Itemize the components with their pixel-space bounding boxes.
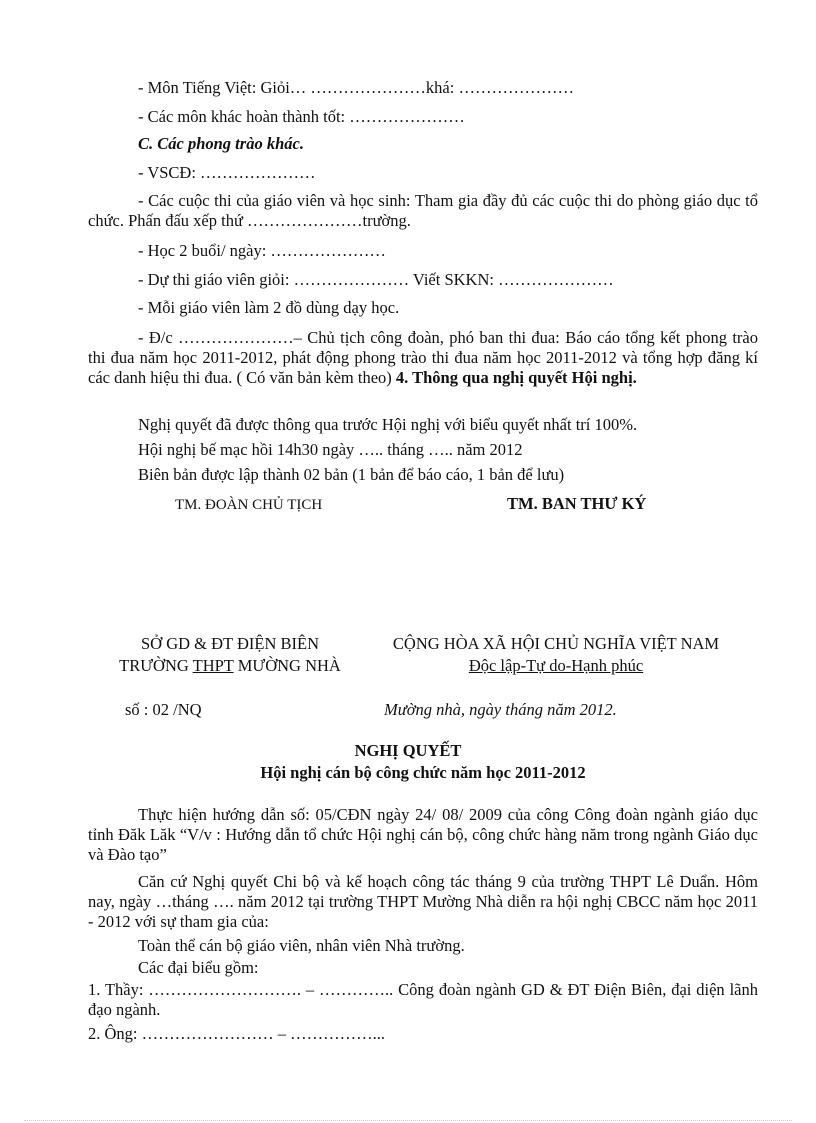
para-can-cu: Căn cứ Nghị quyết Chi bộ và kế hoạch công tác tháng 9 của trường THPT Lê Duẩn. Hôm nay, ngày …tháng …. năm 2012 tại trường THPT Mường Nhà diễn ra hội nghị CBCC năm học 2011 - 2012 với sự tham gia của: (88, 872, 758, 931)
heading-c-phong-trao: C. Các phong trào khác. (138, 134, 304, 153)
page-bottom-divider (24, 1120, 792, 1121)
line-do-dung: - Mỗi giáo viên làm 2 đồ dùng dạy học. (138, 298, 400, 317)
line-du-thi: - Dự thi giáo viên giỏi: ………………… Viết SKKN: ………………… (138, 270, 614, 289)
line-bien-ban: Biên bản được lập thành 02 bản (1 bản để báo cáo, 1 bản để lưu) (138, 465, 565, 484)
sign-left-doan-chu-tich: TM. ĐOÀN CHỦ TỊCH (175, 497, 323, 513)
list-item-2: 2. Ông: …………………… – ……………... (88, 1024, 385, 1043)
nation-line-2 (362, 656, 750, 676)
org-line-2-suffix: MƯỜNG NHÀ (233, 656, 341, 675)
motto: Độc lập-Tự do-Hạnh phúc (468, 656, 644, 675)
place-date: Mường nhà, ngày tháng năm 2012. (384, 700, 617, 719)
heading-4-thong-qua: 4. Thông qua nghị quyết Hội nghị. (395, 368, 637, 387)
para-cuoc-thi: - Các cuộc thi của giáo viên và học sinh: Tham gia đầy đủ các cuộc thi do phòng giáo dục tổ chức. Phấn đấu xếp thứ …………………trường. (88, 191, 758, 230)
org-line-2-prefix: TRƯỜNG (119, 656, 193, 675)
line-dai-bieu: Các đại biểu gồm: (138, 958, 259, 977)
line-be-mac: Hội nghị bế mạc hồi 14h30 ngày ….. tháng ….. năm 2012 (138, 440, 523, 459)
line-nghi-quyet-thong-qua: Nghị quyết đã được thông qua trước Hội nghị với biểu quyết nhất trí 100%. (138, 415, 638, 434)
line-tieng-viet: - Môn Tiếng Việt: Giỏi… …………………khá: ………………… (138, 78, 574, 97)
doc-subtitle: Hội nghị cán bộ công chức năm học 2011-2012 (260, 763, 586, 782)
line-toan-the: Toàn thể cán bộ giáo viên, nhân viên Nhà trường. (138, 936, 465, 955)
doc-title: NGHỊ QUYẾT (354, 741, 462, 760)
para-thuc-hien: Thực hiện hướng dẫn số: 05/CĐN ngày 24/ 08/ 2009 của công Công đoàn ngành giáo dục tỉnh Đăk Lăk “V/v : Hướng dẫn tổ chức Hội nghị cán bộ, công chức hàng năm trong ngành Giáo dục và Đào tạo” (88, 805, 758, 864)
line-mon-khac: - Các môn khác hoàn thành tốt: ………………… (138, 107, 465, 126)
nation-line-1: CỘNG HÒA XÃ HỘI CHỦ NGHĨA VIỆT NAM (392, 634, 720, 653)
line-vscd: - VSCĐ: ………………… (138, 163, 316, 182)
org-line-1: SỞ GD & ĐT ĐIỆN BIÊN (141, 634, 319, 653)
org-line-2 (95, 656, 365, 676)
doc-number: số : 02 /NQ (125, 700, 202, 719)
sign-right-ban-thu-ky: TM. BAN THƯ KÝ (507, 494, 647, 513)
list-item-1: 1. Thầy: ………………………. – ………….. Công đoàn ngành GD & ĐT Điện Biên, đại diện lãnh đạo ngành. (88, 980, 758, 1019)
para-dc (88, 328, 758, 388)
org-line-2-underlined: THPT (192, 656, 234, 675)
line-hoc-2-buoi: - Học 2 buổi/ ngày: ………………… (138, 241, 386, 260)
para-dc-text: - Đ/c …………………– Chủ tịch công đoàn, phó ban thi đua: Báo cáo tổng kết phong trào thi đua năm học 2011-2012, phát động phong trào thi đua năm học 2011-2012 và tổng hợp đăng kí các danh hiệu thi đua. ( Có văn bản kèm theo) (88, 328, 758, 387)
